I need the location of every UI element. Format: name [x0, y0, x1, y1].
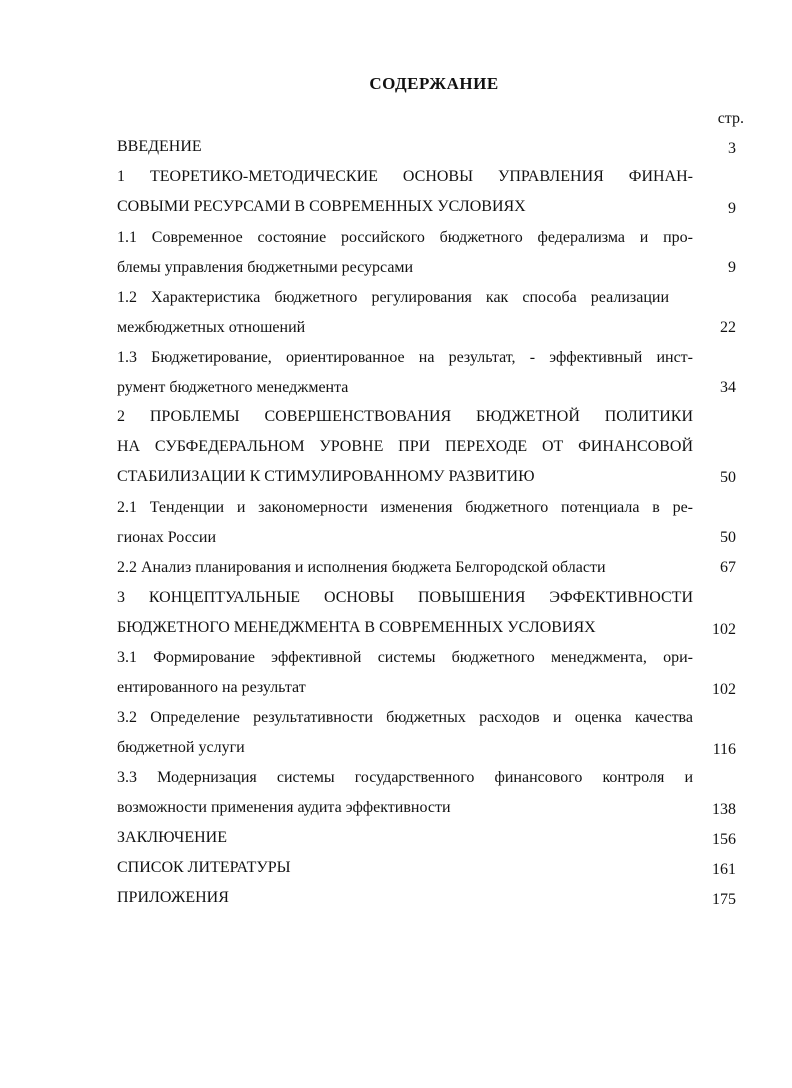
toc-page-number: 116: [712, 741, 736, 758]
toc-entry-line: межбюджетных отношений: [117, 319, 306, 336]
toc-entry-line: ЗАКЛЮЧЕНИЕ: [117, 829, 227, 846]
toc-entry-line: 3 КОНЦЕПТУАЛЬНЫЕ ОСНОВЫ ПОВЫШЕНИЯ ЭФФЕКТИВНОСТИ: [117, 589, 693, 606]
toc-entry-line: 3.2 Определение результативности бюджетных расходов и оценка качества: [117, 709, 693, 726]
toc-entry-line: возможности применения аудита эффективности: [117, 799, 451, 816]
toc-page-number: 9: [728, 200, 736, 217]
toc-page-number: 67: [720, 559, 736, 576]
toc-entry-line: 1.1 Современное состояние российского бюджетного федерализма и про-: [117, 229, 693, 246]
toc-page-number: 50: [720, 469, 736, 486]
toc-entry-line: блемы управления бюджетными ресурсами: [117, 259, 414, 276]
toc-entry-line: 2.2 Анализ планирования и исполнения бюджета Белгородской области: [117, 559, 606, 576]
toc-entry-line: ентированного на результат: [117, 679, 306, 696]
page-column-label: стр.: [717, 110, 744, 127]
toc-page-number: 50: [720, 529, 736, 546]
toc-page-number: 175: [712, 891, 736, 908]
toc-entry-line: ВВЕДЕНИЕ: [117, 138, 202, 155]
toc-entry-line: румент бюджетного менеджмента: [117, 379, 349, 396]
toc-entry-line: 1 ТЕОРЕТИКО-МЕТОДИЧЕСКИЕ ОСНОВЫ УПРАВЛЕНИЯ ФИНАН-: [117, 168, 693, 185]
toc-page-number: 22: [720, 319, 736, 336]
toc-entry-line: СОВЫМИ РЕСУРСАМИ В СОВРЕМЕННЫХ УСЛОВИЯХ: [117, 198, 526, 215]
toc-entry-line: 2 ПРОБЛЕМЫ СОВЕРШЕНСТВОВАНИЯ БЮДЖЕТНОЙ ПОЛИТИКИ: [117, 408, 693, 425]
toc-page-number: 138: [712, 801, 736, 818]
page-title: СОДЕРЖАНИЕ: [369, 74, 499, 93]
toc-entry-line: 1.3 Бюджетирование, ориентированное на результат, - эффективный инст-: [117, 349, 693, 366]
toc-entry-line: гионах России: [117, 529, 217, 546]
toc-entry-line: 2.1 Тенденции и закономерности изменения бюджетного потенциала в ре-: [117, 499, 693, 516]
toc-entry-line: 3.3 Модернизация системы государственного финансового контроля и: [117, 769, 693, 786]
toc-entry-line: ПРИЛОЖЕНИЯ: [117, 889, 229, 906]
toc-page-number: 161: [712, 861, 736, 878]
toc-page-number: 102: [712, 621, 736, 638]
toc-entry-line: 1.2 Характеристика бюджетного регулирования как способа реализации: [117, 289, 669, 306]
toc-page-number: 34: [720, 379, 736, 396]
toc-entry-line: бюджетной услуги: [117, 739, 245, 756]
toc-entry-line: 3.1 Формирование эффективной системы бюджетного менеджмента, ори-: [117, 649, 693, 666]
toc-page-number: 3: [728, 140, 736, 157]
toc-page-number: 156: [712, 831, 736, 848]
toc-entry-line: СТАБИЛИЗАЦИИ К СТИМУЛИРОВАННОМУ РАЗВИТИЮ: [117, 468, 535, 485]
toc-entry-line: НА СУБФЕДЕРАЛЬНОМ УРОВНЕ ПРИ ПЕРЕХОДЕ ОТ ФИНАНСОВОЙ: [117, 438, 693, 455]
toc-page-number: 102: [712, 681, 736, 698]
toc-page-number: 9: [728, 259, 736, 276]
toc-entry-line: БЮДЖЕТНОГО МЕНЕДЖМЕНТА В СОВРЕМЕННЫХ УСЛОВИЯХ: [117, 619, 596, 636]
toc-entry-line: СПИСОК ЛИТЕРАТУРЫ: [117, 859, 291, 876]
